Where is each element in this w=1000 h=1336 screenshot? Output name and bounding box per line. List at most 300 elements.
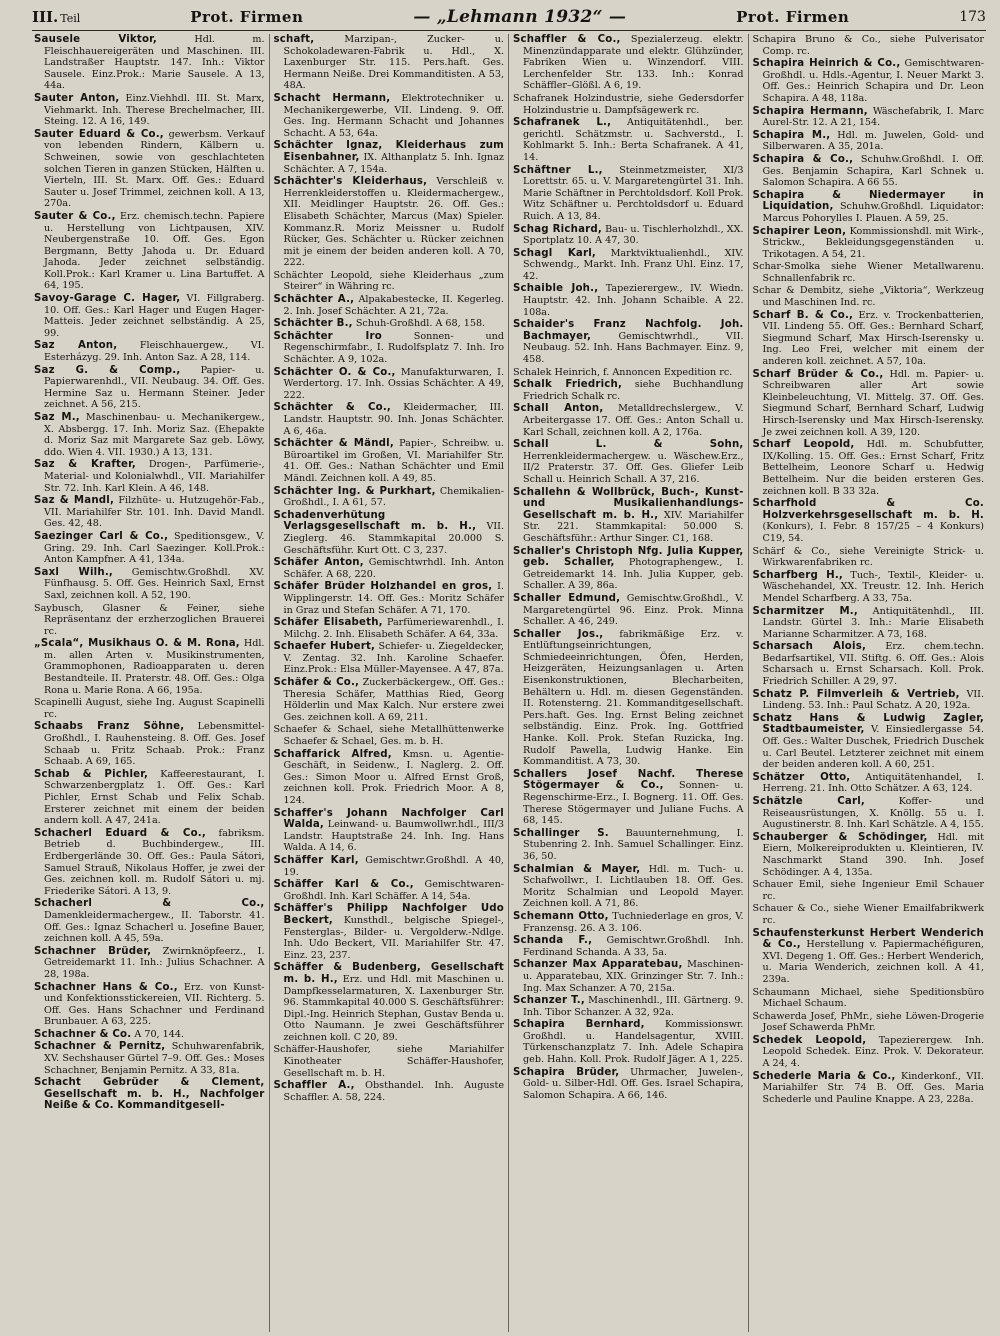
column-3 bbox=[509, 34, 749, 1332]
firm-name: Scharsach Alois, bbox=[752, 641, 867, 653]
directory-entry bbox=[274, 510, 505, 556]
directory-entry bbox=[513, 283, 744, 318]
directory-entry bbox=[513, 629, 744, 768]
directory-entry bbox=[274, 438, 505, 484]
directory-entry bbox=[34, 459, 265, 494]
directory-entry bbox=[34, 293, 265, 339]
entry-text: Lebensmittel-Großhdl., I. Rauhensteing. 8. Off. Ges. Josef Schaab u. Fritz Schaab. Prok.: Franz Schaab. A 69, 165. bbox=[44, 721, 265, 768]
directory-entry bbox=[34, 340, 265, 363]
entry-text: fabrikmäßige Erz. v. Entlüftungseinrichtungen, Schmiedeeinrichtungen, Öfen, Herden, Heizgeräten, Heizungsanlagen u. Arten Eisenkonstruktionen, Blecharbeiten, Behältern u. Hdl. m. diesen Gegenständen. II. Rotensterng. 21. Kommanditgesellschaft. Pers.haft. Ges. Ing. Ernst Beling zeichnet selbständig. Einz. Prok. Ing. Gottfried Hanke. Koll. Prok. Stefan Ruzicka, Ing. Rudolf Pawella, Ludwig Hanke. Ein Kommanditist. A 73, 30. bbox=[523, 628, 744, 768]
firm-name: Schaffler A., bbox=[273, 1080, 355, 1092]
entry-text: Damenkleidermachergew., II. Taborstr. 41. Off. Ges.: Ignaz Schacherl u. Josefine Bauer, zeichnen koll. A 45, 59a. bbox=[44, 909, 265, 945]
directory-entry bbox=[513, 1019, 744, 1065]
firm-name: Schächter's Kleiderhaus, bbox=[273, 176, 428, 188]
firm-name: Schachner & Pernitz, bbox=[34, 1041, 166, 1053]
firm-name: Scharfhold & Co. Holzverkehrsgesellschaft m. b. H. bbox=[752, 498, 984, 521]
firm-name: Schächter Ignaz, Kleiderhaus zum Eisenbahner, bbox=[273, 140, 504, 163]
firm-name: Schanzer T., bbox=[513, 995, 585, 1007]
directory-entry bbox=[274, 808, 505, 854]
entry-text: Spezialerzeug. elektr. Minenzündapparate und elektr. Glühzünder, Fabriken Wien u. Winzendorf. VIII. Lerchenfelder Str. 133. Inh.: Konrad Schäffler–Glößl. A 6, 19. bbox=[523, 34, 744, 92]
entry-text: Maschinen- u. Apparatebau, XIX. Grinzinger Str. 7. Inh.: Ing. Max Schanzer. A 70, 215a. bbox=[523, 959, 744, 994]
firm-name: Schatz P. Filmverleih & Vertrieb, bbox=[752, 688, 960, 700]
entry-text: Drogen-, Parfümerie-, Material- und Kolonialwhdl., VII. Mariahilfer Str. 72. Inh. Karl Klein. A 46, 148. bbox=[44, 459, 265, 494]
firm-name: Saezinger Carl & Co., bbox=[34, 530, 169, 542]
firm-name: schaft, bbox=[273, 34, 315, 45]
entry-text: Schar-Smolka siehe Wiener Metallwarenu. Schnallenfabrik rc. bbox=[752, 261, 984, 284]
entry-text: Schaefer & Schael, siehe Metallhüttenwerke Schaefer & Schael, Ges. m. b. H. bbox=[273, 724, 504, 748]
directory-entry bbox=[513, 959, 744, 994]
firm-name: Saz G. & Comp., bbox=[34, 364, 181, 376]
entry-text: Filzhüte- u. Hutzugehör-Fab., VII. Mariahilfer Str. 101. Inh. David Mandl. Ges. 42, 48. bbox=[44, 495, 265, 530]
entry-text: Kaffeerestaurant, I. Schwarzenbergplatz 1. Off. Ges.: Karl Pichler, Ernst Schab und Felix Schab. Ersterer zeichnet mit einem der beiden andern koll. A 47, 241a. bbox=[44, 768, 265, 827]
entry-text: Schar & Dembitz, siehe „Viktoria“, Werkzeug und Maschinen Ind. rc. bbox=[752, 285, 984, 309]
directory-entry bbox=[34, 412, 265, 458]
firm-name: Schemann Otto, bbox=[513, 910, 609, 922]
part-label: III. Teil bbox=[32, 8, 81, 26]
directory-entry bbox=[274, 270, 505, 293]
firm-name: Schallinger S. bbox=[513, 827, 609, 839]
firm-name: Schalk Friedrich, bbox=[513, 379, 623, 391]
firm-name: Schäfer Anton, bbox=[273, 557, 364, 569]
firm-name: Saxl Wilh., bbox=[34, 566, 113, 578]
firm-name: Schatz Hans & Ludwig Zagler, Stadtbaumeister, bbox=[752, 712, 984, 736]
directory-entry bbox=[34, 365, 265, 411]
entry-text: Schapira Bruno & Co., siehe Pulverisator Comp. rc. bbox=[752, 34, 984, 57]
firm-name: Schanzer Max Apparatebau, bbox=[513, 959, 683, 971]
column-1 bbox=[30, 34, 270, 1332]
entry-text: Schuhwarenfabrik, XV. Sechshauser Gürtel 7–9. Off. Ges.: Moses Schachner, Benjamin Pernitz. A 33, 81a. bbox=[44, 1041, 265, 1076]
entry-text: Elektrotechniker u. Mechanikergewerbe, VII. Lindeng. 9. Off. Ges. Ing. Hermann Schacht und Johannes Schacht. A 53, 64a. bbox=[283, 92, 504, 139]
directory-entry bbox=[34, 495, 265, 530]
directory-entry bbox=[34, 721, 265, 767]
directory-entry bbox=[34, 1029, 265, 1041]
directory-entry bbox=[274, 402, 505, 437]
directory-entry bbox=[34, 828, 265, 898]
directory-entry bbox=[513, 165, 744, 223]
entry-text: Zuckerbäckergew., Off. Ges.: Theresia Schäfer, Matthias Ried, Georg Hölderlin und Max Kalch. Nur erstere zwei Ges. zeichnen koll. A 69, 211. bbox=[283, 677, 504, 723]
directory-entry bbox=[513, 224, 744, 247]
directory-entry bbox=[513, 1067, 744, 1102]
entry-text: Hdl. m. Juwelen, Gold- und Silberwaren. A 35, 201a. bbox=[762, 129, 984, 153]
entry-text: Herrenkleidermachergew. u. Wäschew.Erz., II/2 Praterstr. 37. Off. Ges. Gliefer Leib Schall u. Heinrich Schall. A 37, 216. bbox=[523, 450, 744, 485]
firm-name: Schaller Jos., bbox=[513, 628, 604, 640]
entry-text: Manufakturwaren, I. Werdertorg. 17. Inh. Ossias Schächter. A 49, 222. bbox=[283, 366, 504, 401]
directory-entry bbox=[34, 129, 265, 210]
entry-text: Marktviktualienhdl., XIV. Schwendg., Markt. Inh. Franz Uhl. Einz. 17, 42. bbox=[523, 247, 744, 282]
entry-text: Sonnen- u. Regenschirme-Erz., I. Bognerg. 11. Off. Ges. Therese Stögermayer und Juliane Fuchs. A 68, 145. bbox=[523, 780, 744, 827]
firm-name: Schaabs Franz Söhne, bbox=[34, 721, 185, 733]
entry-text: Marzipan-, Zucker- u. Schokoladewaren-Fabrik u. Hdl., X. Laxenburger Str. 115. Pers.haft. Ges. Hermann Neiße. Drei Kommanditisten. A 53, 48A. bbox=[283, 34, 504, 92]
directory-entry bbox=[274, 962, 505, 1043]
firm-name: Schaefer Hubert, bbox=[273, 641, 376, 653]
entry-text: Gemischtw.Großhdl. XV. Fünfhausg. 5. Off. Ges. Heinrich Saxl, Ernst Saxl, zeichnen koll. A 52, 190. bbox=[44, 566, 265, 601]
firm-name: Schäfer Elisabeth, bbox=[273, 617, 383, 629]
directory-entry bbox=[513, 546, 744, 592]
entry-text: Herstellung v. Papiermachéfiguren, XVI. Degeng 1. Off. Ges.: Herbert Wenderich, u. Maria Wenderich, zeichnen koll. A 41, 239a. bbox=[762, 939, 984, 985]
firm-name: Schapira & Niedermayer in Liquidation, bbox=[752, 189, 984, 213]
directory-entry bbox=[274, 557, 505, 580]
directory-entry bbox=[753, 1035, 985, 1070]
firm-name: Schacherl Eduard & Co., bbox=[34, 827, 206, 839]
directory-entry bbox=[753, 689, 985, 712]
directory-entry bbox=[513, 379, 744, 402]
entry-text: A 70, 144. bbox=[134, 1028, 185, 1040]
firm-name: Schapira Brüder, bbox=[513, 1066, 620, 1078]
directory-entry bbox=[34, 898, 265, 944]
entry-text: Obsthandel. Inh. Auguste Schaffler. A. 58, 224. bbox=[283, 1080, 504, 1103]
entry-text: Schäffer-Haushofer, siehe Mariahilfer Kinotheater Schäffer-Haushofer, Gesellschaft m. b. H. bbox=[273, 1044, 504, 1079]
directory-entry bbox=[34, 1077, 265, 1112]
directory-entry bbox=[513, 487, 744, 545]
directory-entry bbox=[753, 285, 985, 308]
entry-text: Erz. und Hdl. mit Maschinen u. Dampfkesselarmaturen, X. Laxenburger Str. 96. Stammkapital 40.000 S. Geschäftsführer: Dipl.-Ing. Heinrich Stephan, Gustav Benda u. Otto Naumann. Je zwei Geschäftsführer zeichnen koll. C 20, 89. bbox=[283, 973, 504, 1043]
firm-name: Schaffer's Johann Nachfolger Carl Walda, bbox=[273, 807, 504, 831]
firm-name: Schaible Joh., bbox=[513, 283, 599, 295]
entry-text: Hdl. m. Tuch- u. Schafwollwr., I. Lichtlauben 18. Off. Ges. Moritz Schalmian und Leopold Mayer. Zeichnen koll. A 71, 86. bbox=[523, 863, 744, 910]
entry-text: Hdl. m. Schubfutter, IX/Kolling. 15. Off. Ges.: Ernst Scharf, Fritz Bettelheim, Leonore Scharf u. Hedwig Bettelheim. Nur die beiden ersteren Ges. zeichnen koll. B 33 32a. bbox=[762, 439, 984, 497]
firm-name: Schätzle Carl, bbox=[752, 796, 865, 807]
entry-text: Schuhw.Großhdl. I. Off. Ges. Benjamin Schapira, Karl Schnek u. Salomon Schapira. A 66 55. bbox=[762, 153, 984, 189]
firm-name: Schaffler & Co., bbox=[513, 34, 621, 45]
directory-entry bbox=[274, 677, 505, 723]
firm-name: Schachner Hans & Co., bbox=[34, 981, 178, 993]
directory-entry bbox=[513, 593, 744, 628]
directory-entry bbox=[274, 34, 505, 92]
firm-name: Sauter Eduard & Co., bbox=[34, 128, 164, 140]
entry-text: I. Wipplingerstr. 14. Off. Ges.: Moritz Schäfer in Graz und Stefan Schäfer. A 71, 170. bbox=[283, 581, 504, 616]
entry-text: Uhrmacher, Juwelen-, Gold- u. Silber-Hdl. Off. Ges. Israel Schapira, Salomon Schapira. A 66, 146. bbox=[523, 1066, 744, 1101]
directory-entry bbox=[34, 34, 265, 92]
firm-name: Sauter Anton, bbox=[34, 92, 120, 104]
firm-name: Scharf B. & Co., bbox=[752, 309, 854, 321]
firm-name: Saz & Mandl, bbox=[34, 495, 115, 507]
firm-name: Scharfberg H., bbox=[752, 569, 843, 581]
entry-text: Hdl. m. Fleischhauereigeräten und Maschinen. III. Landstraßer Hauptstr. 147. Inh.: Viktor Sausele. Einz.Prok.: Marie Sausele. A 13, 44a. bbox=[44, 34, 265, 92]
directory-entry bbox=[274, 176, 505, 269]
entry-text: Erz. chemisch.techn. Papiere u. Herstellung von Lichtpausen, XIV. Neubergenstraße 10. Off. Ges. Egon Bergmann, Betty Jahoda u. Dr. Eduard Jahoda. Jeder zeichnet selbständig. Koll.Prok.: Karl Kramer u. Lina Bartuffet. A 64, 195. bbox=[44, 210, 265, 292]
entry-text: Sonnen- und Regenschirmfabr., I. Rudolfsplatz 7. Inh. Iro Schächter. A 9, 102a. bbox=[283, 330, 504, 366]
entry-text: Chemikalien-Großhdl., I. A 61, 57. bbox=[283, 485, 504, 509]
directory-entry bbox=[513, 117, 744, 163]
directory-entry bbox=[513, 995, 744, 1018]
entry-text: (Konkurs), I. Febr. 8 157/25 – 4 Konkurs) C19, 54. bbox=[762, 521, 984, 544]
firm-name: Schall L. & Sohn, bbox=[513, 439, 744, 451]
entry-text: Photographengew., I. Getreidemarkt 14. Inh. Julia Kupper, geb. Schaller. A 39, 86a. bbox=[523, 557, 744, 592]
entry-text: Leinwand- u. Baumwollwr.hdl., III/3 Landstr. Hauptstraße 24. Inh. Ing. Hans Walda. A 14, 6. bbox=[283, 819, 504, 854]
directory-entry bbox=[753, 369, 985, 439]
entry-text: Schauer Emil, siehe Ingenieur Emil Schauer rc. bbox=[752, 879, 984, 902]
firm-name: Schätzer Otto, bbox=[752, 771, 851, 783]
entry-text: VII. Zieglerg. 46. Stammkapital 20.000 S. Geschäftsführ. Kurt Ott. C 3, 237. bbox=[283, 521, 504, 556]
entry-text: IX. Althanplatz 5. Inh. Ignaz Schächter. A 7, 154a. bbox=[283, 151, 504, 175]
firm-name: Schab & Pichler, bbox=[34, 768, 149, 780]
directory-entry bbox=[34, 946, 265, 981]
entry-text: Saybusch, Glasner & Feiner, siehe Repräsentanz der erzherzoglichen Brauerei rc. bbox=[34, 602, 265, 637]
directory-entry bbox=[513, 403, 744, 438]
column-4 bbox=[749, 34, 989, 1332]
entry-text: Gemischtwrhdl. Inh. Anton Schäfer. A 68, 220. bbox=[283, 557, 504, 580]
directory-entry bbox=[274, 331, 505, 366]
directory-entry bbox=[274, 903, 505, 961]
firm-name: Schadenverhütung Verlagsgesellschaft m. b. H., bbox=[273, 509, 477, 533]
entry-text: Tapezierergew. Inh. Leopold Schedek. Einz. Prok. V. Dekorateur. A 24, 4. bbox=[762, 1034, 984, 1070]
directory-entry bbox=[274, 641, 505, 676]
column-2 bbox=[270, 34, 510, 1332]
entry-text: Papier- u. Papierwarenhdl., VII. Neubaug. 34. Off. Ges. Hermine Saz u. Hermann Steiner. Jeder zeichnet. A 56, 215. bbox=[44, 364, 265, 411]
entry-text: Metalldrechslergew., V. Arbeitergasse 17. Off. Ges.: Anton Schall u. Karl Schall, zeichnen koll. A 2, 176a. bbox=[523, 403, 744, 438]
entry-text: Zwirnknöpfeerz., I. Getreidemarkt 11. Inh.: Julius Schachner. A 28, 198a. bbox=[44, 945, 265, 980]
entry-text: Schafranek Holzindustrie, siehe Gedersdorfer Holzindustrie u. Dampfsägewerk rc. bbox=[513, 92, 744, 116]
directory-entry bbox=[753, 570, 985, 605]
directory-entry bbox=[34, 1041, 265, 1076]
entry-text: Tuchniederlage en gros, V. Franzensg. 26. A 3. 106. bbox=[523, 910, 744, 934]
directory-entry bbox=[274, 581, 505, 616]
directory-entry bbox=[274, 318, 505, 330]
firm-name: Schacht Gebrüder & Clement, Gesellschaft m. b. H., Nachfolger Neiße & Co. Kommanditgesell- bbox=[34, 1077, 265, 1112]
firm-name: Schachner & Co. bbox=[34, 1028, 132, 1040]
entry-text: Kleidermacher, III. Landstr. Hauptstr. 90. Inh. Jonas Schächter. A 6, 46a. bbox=[283, 402, 504, 437]
entry-text: gewerbsm. Verkauf von lebenden Rindern, Kälbern u. Schweinen, sowie von geschlachteten solchen Tieren in ganzen Stücken, Hälften u. Vierteln, III. St. Marx. Off. Ges.: Eduard Sauter u. Josef Trimmel, zeichnen koll. A 13, 270a. bbox=[44, 128, 265, 210]
directory-entry bbox=[274, 1044, 505, 1079]
directory-entry bbox=[753, 903, 985, 926]
directory-entry bbox=[753, 987, 985, 1010]
page-header bbox=[32, 4, 986, 31]
firm-name: Schaller's Christoph Nfg. Julia Kupper, geb. Schaller, bbox=[513, 545, 744, 569]
directory-entry bbox=[274, 140, 505, 175]
directory-entry bbox=[753, 1011, 985, 1034]
directory-entry bbox=[513, 935, 744, 958]
entry-text: Maschinenbau- u. Mechanikergew., X. Absbergg. 17. Inh. Moriz Saz. (Ehepakte d. Moriz Saz mit Margarete Saz geb. Löwy, ddo. Wien 4. VII. 1930.) A 13, 131. bbox=[44, 412, 265, 458]
entry-text: Hdl. m. Papier- u. Schreibwaren aller Art sowie Kleinbeleuchtung, VI. Mittelg. 37. Off. Ges. Siegmund Scharf, Bernhard Scharf, Ludwig Hirsch-Iserensky und Max Hirsch-Iserensky. Je zwei zeichnen koll. A 39, 120. bbox=[762, 368, 984, 438]
entry-text: Schaumann Michael, siehe Speditionsbüro Michael Schaum. bbox=[752, 986, 984, 1010]
firm-name: Schapira & Co., bbox=[752, 153, 854, 165]
directory-entry bbox=[513, 864, 744, 910]
directory-entry bbox=[513, 319, 744, 365]
entry-text: XIV. Mariahilfer Str. 221. Stammkapital: 50.000 S. Geschäftsführ.: Arthur Singer. C1, 168. bbox=[523, 509, 744, 544]
directory-title: — „Lehmann 1932“ — bbox=[413, 7, 627, 27]
entry-text: Verschleiß v. Herrenkleiderstoffen u. Kleidermachergew., XII. Meidlinger Hauptstr. 26. Off. Ges.: Elisabeth Schächter, Marcus (Max) Spieler. Kommanz.R. Moriz Meissner u. Rudolf Rücker, Ges. Schächter u. Rücker zeichnen mit je einem der beiden anderen koll. A 70, 222. bbox=[283, 176, 504, 269]
directory-entry bbox=[513, 367, 744, 379]
firm-name: Savoy-Garage C. Hager, bbox=[34, 293, 181, 305]
entry-text: Papier-, Schreibw. u. Büroartikel im Großen, VI. Mariahilfer Str. 41. Off. Ges.: Nathan Schächter und Emil Mändl. Zeichnen koll. A 49, 85. bbox=[283, 438, 504, 484]
directory-entry bbox=[753, 1071, 985, 1106]
firm-name: Scharmitzer M., bbox=[752, 605, 858, 617]
firm-name: Schäfer & Co., bbox=[273, 677, 360, 689]
entry-text: siehe Buchhandlung Friedrich Schalk rc. bbox=[523, 379, 744, 402]
entry-text: Kinderkonf., VII. Mariahilfer Str. 74 B. Off. Ges. Maria Schederle und Pauline Knappe. A 23, 228a. bbox=[762, 1070, 984, 1105]
firm-name: Schapirer Leon, bbox=[752, 225, 847, 237]
directory-entry bbox=[753, 58, 985, 104]
firm-name: „Scala“, Musikhaus O. & M. Rona, bbox=[34, 638, 240, 650]
entry-text: Schiefer- u. Ziegeldecker, V. Zentag. 32. Inh. Karoline Schaefer. Einz.Prok.: Elsa Müller-Mayensee. A 47, 87a. bbox=[283, 641, 504, 676]
directory-entry bbox=[34, 211, 265, 292]
firm-name: Schäffer Karl & Co., bbox=[273, 879, 414, 891]
directory-entry bbox=[753, 546, 985, 569]
firm-name: Schachner Brüder, bbox=[34, 945, 152, 957]
entry-text: Kommissionswr. Großhdl. u. Handelsagentur, XVIII. Türkenschanzplatz 7. Inh. Adele Schapira geb. Hahn. Koll. Prok. Rudolf Jäger. A 1, 225. bbox=[523, 1019, 744, 1066]
firm-name: Schagl Karl, bbox=[513, 247, 596, 259]
firm-name: Schächter A., bbox=[273, 294, 355, 306]
directory-entry bbox=[753, 796, 985, 831]
directory-entry bbox=[274, 93, 505, 139]
firm-name: Schächter O. & Co., bbox=[273, 366, 396, 378]
entry-text: Antiquitätenhandel, I. Herreng. 21. Inh. Otto Schätzer. A 63, 124. bbox=[762, 771, 984, 795]
entry-text: Speditionsgew., V. Gring. 29. Inh. Carl Saezinger. Koll.Prok.: Anton Kampfner. A 41, 134a. bbox=[44, 530, 265, 566]
firm-name: Scharf Brüder & Co., bbox=[752, 368, 884, 380]
directory-entry bbox=[753, 261, 985, 284]
firm-name: Sausele Viktor, bbox=[34, 34, 157, 45]
directory-entry bbox=[753, 713, 985, 771]
firm-name: Sauter & Co., bbox=[34, 210, 116, 222]
directory-entry bbox=[34, 982, 265, 1028]
firm-name: Saz M., bbox=[34, 412, 80, 423]
directory-entry bbox=[753, 130, 985, 153]
entry-text: Kommissionshdl. mit Wirk-, Strickw., Bekleidungsgegenständen u. Trikotagen. A 54, 21. bbox=[762, 225, 984, 260]
section-title-left: Prot. Firmen bbox=[190, 8, 304, 26]
entry-text: Schächter Leopold, siehe Kleiderhaus „zum Steirer“ in Währing rc. bbox=[273, 269, 504, 293]
directory-entry bbox=[274, 749, 505, 807]
directory-entry bbox=[274, 879, 505, 902]
entries-columns bbox=[30, 34, 988, 1332]
directory-entry bbox=[274, 486, 505, 509]
directory-entry bbox=[34, 697, 265, 720]
directory-entry bbox=[34, 638, 265, 696]
entry-text: Scapinelli August, siehe Ing. August Scapinelli rc. bbox=[34, 697, 265, 720]
firm-name: Schächter & Mändl, bbox=[273, 438, 394, 450]
entry-text: Maschinenhdl., III. Gärtnerg. 9. Inh. Tibor Schanzer. A 32, 92a. bbox=[523, 995, 744, 1018]
directory-entry bbox=[34, 603, 265, 638]
directory-entry bbox=[513, 34, 744, 92]
firm-name: Saz Anton, bbox=[34, 340, 118, 352]
entry-text: VI. Fillgraberg. 10. Off. Ges.: Karl Hager und Eugen Hager-Matteis. Jeder zeichnet selbständig. A 25, 99. bbox=[44, 293, 265, 339]
firm-name: Schapira Bernhard, bbox=[513, 1019, 645, 1031]
directory-entry bbox=[753, 226, 985, 261]
directory-entry bbox=[34, 567, 265, 602]
directory-entry bbox=[274, 617, 505, 640]
firm-name: Schaffarick Alfred, bbox=[273, 748, 392, 760]
entry-text: Schuh-Großhdl. A 68, 158. bbox=[355, 318, 486, 330]
entry-text: Gemischtwrhdl., VII. Neubaug. 52. Inh. Hans Bachmayer. Einz. 9, 458. bbox=[523, 330, 744, 366]
firm-name: Schächter Ing. & Purkhart, bbox=[273, 485, 436, 497]
entry-text: Schuhw.Großhdl. Liquidator: Marcus Pohorylles I. Plauen. A 59, 25. bbox=[762, 201, 984, 224]
directory-entry bbox=[753, 928, 985, 986]
firm-name: Schapira M., bbox=[752, 129, 831, 141]
page-number: 173 bbox=[959, 9, 986, 25]
entry-text: Hdl. m. allen Arten v. Musikinstrumenten, Grammophonen, Radioapparaten u. deren Bestandteile. II. Praterstr. 48. Off. Ges.: Olga Rona u. Marie Rona. A 66, 195a. bbox=[44, 638, 265, 696]
entry-text: Bau- u. Tischlerholzhdl., XX. Sportplatz 10. A 47, 30. bbox=[523, 223, 744, 247]
firm-name: Schafranek L., bbox=[513, 117, 612, 129]
entry-text: Steinmetzmeister, XI/3 Lorettstr. 65. u. V. Margaretengürtel 31. Inh. Marie Schäftner in Perchtoldsdorf. Koll Prok. Witz Schäftner u. Perchtoldsdorf u. Eduard Ruich. A 13, 84. bbox=[523, 164, 744, 222]
entry-text: Wäschefabrik, I. Marc Aurel-Str. 12. A 21, 154. bbox=[762, 105, 984, 129]
entry-text: Gemischtwaren-Großhdl. u. Hdls.-Agentur, I. Neuer Markt 3. Off. Ges.: Heinrich Schapira und Dr. Leon Schapira. A 48, 118a. bbox=[762, 58, 984, 104]
firm-name: Schaller Edmund, bbox=[513, 592, 621, 604]
entry-text: Kmsn. u. Agentie-Geschäft, in Seidenw., I. Naglerg. 2. Off. Ges.: Simon Moor u. Alfred Ernst Groß, zeichnen koll. Prok. Friedrich Moor. A 8, 124. bbox=[283, 748, 504, 806]
directory-entry bbox=[753, 498, 985, 544]
directory-entry bbox=[513, 248, 744, 283]
entry-text: Schawerda Josef, PhMr., siehe Löwen-Drogerie Josef Schawerda PhMr. bbox=[752, 1010, 984, 1034]
firm-name: Schaider's Franz Nachfolg. Joh. Bachmayer, bbox=[513, 319, 744, 342]
firm-name: Schapira Heinrich & Co., bbox=[752, 58, 901, 70]
entry-text: Schalek Heinrich, f. Annoncen Expedition rc. bbox=[513, 366, 733, 378]
entry-text: Tuch-, Textil-, Kleider- u. Wäschehandel, XX. Treustr. 12. Inh. Herich Mendel Scharfberg. A 33, 75a. bbox=[762, 569, 984, 604]
entry-text: VII. Lindeng. 53. Inh.: Paul Schatz. A 20, 192a. bbox=[762, 688, 984, 712]
entry-text: Parfümeriewarenhdl., I. Milchg. 2. Inh. Elisabeth Schäfer. A 64, 33a. bbox=[283, 617, 504, 640]
firm-name: Schäffer & Budenberg, Gesellschaft m. b. H., bbox=[273, 962, 504, 985]
entry-text: Erz. chem.techn. Bedarfsartikel, VII. Stiftg. 6. Off. Ges.: Alois Scharsach u. Ernst Scharsach. Koll. Prok. Friedrich Schiller. A 29, 97. bbox=[762, 641, 984, 688]
directory-entry bbox=[274, 294, 505, 317]
directory-entry bbox=[753, 772, 985, 795]
directory-entry bbox=[753, 606, 985, 641]
entry-text: Gemischtw.Großhdl., V. Margaretengürtel 96. Einz. Prok. Minna Schaller. A 46, 249. bbox=[523, 592, 744, 628]
firm-name: Saz & Krafter, bbox=[34, 459, 136, 471]
firm-name: Schall Anton, bbox=[513, 403, 604, 415]
directory-entry bbox=[753, 310, 985, 368]
directory-entry bbox=[274, 1080, 505, 1103]
firm-name: Schäftner L., bbox=[513, 164, 603, 176]
entry-text: Gemischtwaren-Großhdl. Inh. Karl Schäffer. A 14, 54a. bbox=[283, 879, 504, 902]
entry-text: Schauer & Co., siehe Wiener Emailfabrikwerk rc. bbox=[752, 903, 984, 926]
firm-name: Schäffer's Philipp Nachfolger Udo Beckert, bbox=[273, 903, 504, 926]
firm-name: Schapira Hermann, bbox=[752, 105, 868, 117]
entry-text: Fleischhauergew., VI. Esterházyg. 29. Inh. Anton Saz. A 28, 114. bbox=[44, 340, 265, 364]
directory-entry bbox=[513, 93, 744, 116]
directory-entry bbox=[34, 769, 265, 827]
entry-text: Tapezierergew., IV. Wiedn. Hauptstr. 42. Inh. Johann Schaible. A 22. 108a. bbox=[523, 283, 744, 318]
firm-name: Scharf Leopold, bbox=[752, 439, 855, 451]
firm-name: Schacherl & Co., bbox=[34, 898, 265, 910]
firm-name: Schäfer Brüder Holzhandel en gros, bbox=[273, 581, 493, 593]
directory-entry bbox=[274, 724, 505, 747]
entry-text: Bauunternehmung, I. Stubenring 2. Inh. Samuel Schallinger. Einz. 36, 50. bbox=[523, 827, 744, 862]
entry-text: Antiquitätenhdl., ber. gerichtl. Schätzmstr. u. Sachverstd., I. Kohlmarkt 5. Inh.: Berta Schafranek. A 41, 14. bbox=[523, 117, 744, 163]
firm-name: Schäffer Karl, bbox=[273, 854, 359, 866]
entry-text: V. Einsiedlergasse 54. Off. Ges.: Walter Duschek, Friedrich Duschek u. Carl Beutel. Letzterer zeichnet mit einem der beiden anderen koll. A 60, 251. bbox=[762, 724, 984, 771]
entry-text: Antiquitätenhdl., III. Landstr. Gürtel 3. Inh.: Marie Elisabeth Marianne Scharmitzer. A 73, 168. bbox=[762, 605, 984, 640]
firm-name: Schächter Iro bbox=[273, 330, 382, 342]
entry-text: Hdl. mit Eiern, Molkereiprodukten u. Kleintieren, IV. Naschmarkt Stand 390. Inh. Josef Schödinger. A 4, 135a. bbox=[762, 831, 984, 878]
firm-name: Schaufensterkunst Herbert Wenderich & Co., bbox=[752, 927, 984, 951]
entry-text: fabriksm. Betrieb d. Buchbindergew., III. Erdbergerlände 30. Off. Ges.: Paula Sátori, Samuel Strauß, Nikolaus Hoffer, je zwei der Ges. zeichnen koll. m. Rudolf Sátori u. mj. Friederike Sátori. A 13, 9. bbox=[44, 827, 265, 897]
directory-entry bbox=[34, 531, 265, 566]
directory-entry bbox=[513, 828, 744, 863]
directory-entry bbox=[274, 855, 505, 878]
firm-name: Schag Richard, bbox=[513, 223, 602, 235]
directory-entry bbox=[513, 439, 744, 485]
section-title-right: Prot. Firmen bbox=[736, 8, 850, 26]
directory-entry bbox=[513, 769, 744, 827]
entry-text: Gemischtwr.Großhdl. Inh. Ferdinand Schanda. A 33, 5a. bbox=[523, 935, 744, 958]
entry-text: Erz. v. Trockenbatterien, VII. Lindeng 55. Off. Ges.: Bernhard Scharf, Siegmund Scharf, Max Hirsch-Iserensky u. Ing. Leo Frei, welcher mit einem der anderen koll. zeichnet. A 57, 10a. bbox=[762, 309, 984, 368]
directory-entry bbox=[513, 911, 744, 934]
directory-entry bbox=[34, 93, 265, 128]
entry-text: Schärf & Co., siehe Vereinigte Strick- u. Wirkwarenfabriken rc. bbox=[752, 545, 984, 569]
firm-name: Schederle Maria & Co., bbox=[752, 1070, 896, 1082]
directory-entry bbox=[753, 154, 985, 189]
entry-text: Gemischtwr.Großhdl. A 40, 19. bbox=[283, 854, 504, 878]
directory-entry bbox=[753, 879, 985, 902]
directory-entry bbox=[753, 106, 985, 129]
directory-entry bbox=[753, 190, 985, 225]
firm-name: Schallehn & Wollbrück, Buch-, Kunst- und Musikalienhandlungs-Gesellschaft m. b. H., bbox=[513, 486, 744, 521]
entry-text: Koffer- und Reiseausrüstungen, X. Knöllg. 55 u. I. Augustinerstr. 8. Inh. Karl Schätzle. A 4, 155. bbox=[762, 796, 984, 831]
directory-entry bbox=[753, 641, 985, 687]
firm-name: Schalmian & Mayer, bbox=[513, 863, 641, 875]
entry-text: Einz.Viehhdl. III. St. Marx, Viehmarkt. Inh. Therese Brechelmacher, III. Steing. 12. A 16, 149. bbox=[44, 92, 265, 128]
firm-name: Schacht Hermann, bbox=[273, 92, 391, 104]
directory-entry bbox=[753, 439, 985, 497]
directory-entry bbox=[753, 34, 985, 57]
directory-entry bbox=[753, 832, 985, 878]
